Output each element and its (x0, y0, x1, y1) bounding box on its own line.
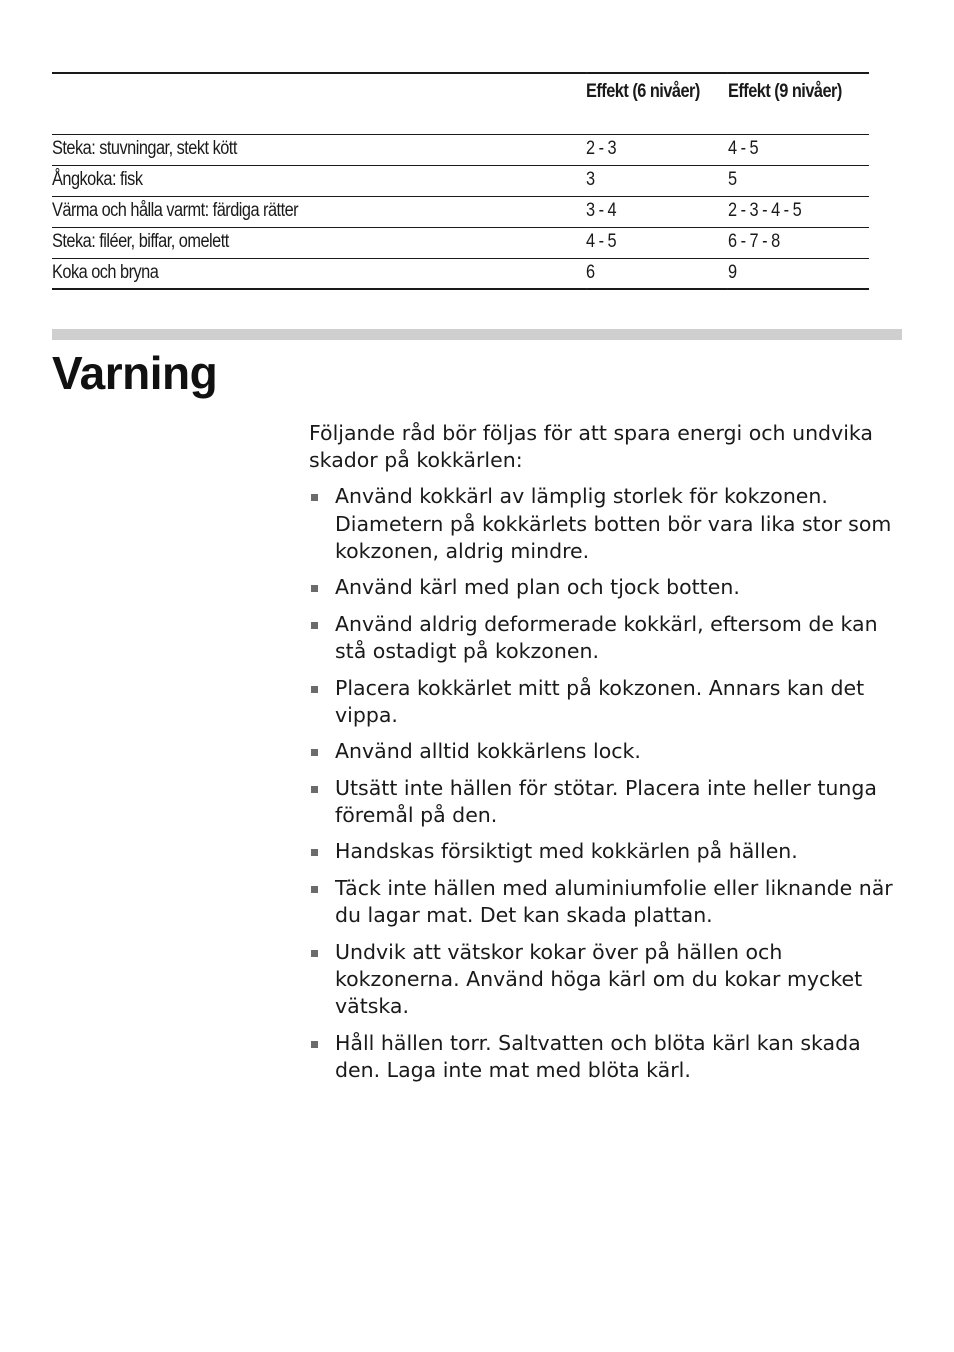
cell-power-9: 9 (727, 261, 737, 283)
cell-dish: Ångkoka: fisk (52, 168, 143, 190)
square-bullet-icon (311, 749, 318, 756)
square-bullet-icon (311, 622, 318, 629)
tip-text: Utsätt inte hällen för stötar. Placera inte heller tunga föremål på den. (335, 775, 877, 827)
tip-text: Täck inte hällen med aluminiumfolie eller liknande när du lagar mat. Det kan skada plattan. (335, 875, 893, 928)
table-header-row (52, 73, 869, 134)
table-row (52, 134, 869, 165)
table-row (52, 165, 869, 196)
cell-power-9: 5 (727, 168, 737, 190)
tip-text: Använd alltid kokkärlens lock. (335, 739, 641, 764)
tip-text: Håll hällen torr. Saltvatten och blöta kärl kan skada den. Laga inte mat med blöta kärl. (335, 1030, 861, 1082)
tip-text: Använd kokkärl av lämplig storlek för kokzonen. Diametern på kokkärlets botten bör vara lika stor som kokzonen, aldrig mindre. (335, 484, 892, 563)
intro-paragraph: Följande råd bör följas för att spara energi och undvika skador på kokkärlen: (309, 421, 873, 473)
cell-power-6: 2 - 3 (585, 137, 617, 159)
list-item (309, 738, 909, 765)
header-power-6-levels: Effekt (6 nivåer) (585, 81, 700, 102)
list-item (309, 483, 909, 565)
tip-text: Undvik att vätskor kokar över på hällen och kokzonerna. Använd höga kärl om du kokar mycket vätska. (335, 939, 863, 1019)
square-bullet-icon (311, 786, 318, 793)
list-item (309, 675, 909, 729)
warning-content (309, 420, 909, 1093)
section-title: Varning (52, 347, 218, 399)
tip-text: Handskas försiktigt med kokkärlen på hällen. (335, 839, 798, 864)
square-bullet-icon (311, 886, 318, 893)
header-power-9-levels: Effekt (9 nivåer) (727, 81, 842, 102)
square-bullet-icon (311, 686, 318, 693)
list-item (309, 838, 909, 865)
table-row (52, 196, 869, 227)
tip-text: Placera kokkärlet mitt på kokzonen. Annars kan det vippa. (335, 675, 865, 727)
list-item (309, 875, 909, 929)
tip-text: Använd kärl med plan och tjock botten. (335, 575, 740, 600)
cell-power-9: 6 - 7 - 8 (727, 230, 780, 252)
cell-dish: Värma och hålla varmt: färdiga rätter (52, 199, 299, 221)
table-row (52, 227, 869, 258)
table-row (52, 258, 869, 289)
cell-dish: Steka: stuvningar, stekt kött (52, 137, 237, 159)
list-item (309, 1030, 909, 1084)
cell-power-9: 4 - 5 (727, 137, 759, 159)
square-bullet-icon (311, 849, 318, 856)
cell-power-6: 3 (585, 168, 595, 190)
cell-power-6: 3 - 4 (585, 199, 617, 221)
square-bullet-icon (311, 950, 318, 957)
tips-list (309, 483, 909, 1084)
header-dish (52, 73, 586, 134)
list-item (309, 611, 909, 665)
cell-dish: Steka: filéer, biffar, omelett (52, 230, 229, 252)
list-item (309, 939, 909, 1021)
square-bullet-icon (311, 494, 318, 501)
section-divider-bar (52, 329, 902, 340)
cell-power-9: 2 - 3 - 4 - 5 (727, 199, 802, 221)
power-level-table (52, 72, 869, 290)
list-item (309, 574, 909, 601)
list-item (309, 775, 909, 829)
tip-text: Använd aldrig deformerade kokkärl, eftersom de kan stå ostadigt på kokzonen. (335, 611, 878, 664)
square-bullet-icon (311, 1041, 318, 1048)
square-bullet-icon (311, 585, 318, 592)
cell-power-6: 4 - 5 (585, 230, 617, 252)
cell-dish: Koka och bryna (52, 261, 159, 283)
cell-power-6: 6 (585, 261, 595, 283)
